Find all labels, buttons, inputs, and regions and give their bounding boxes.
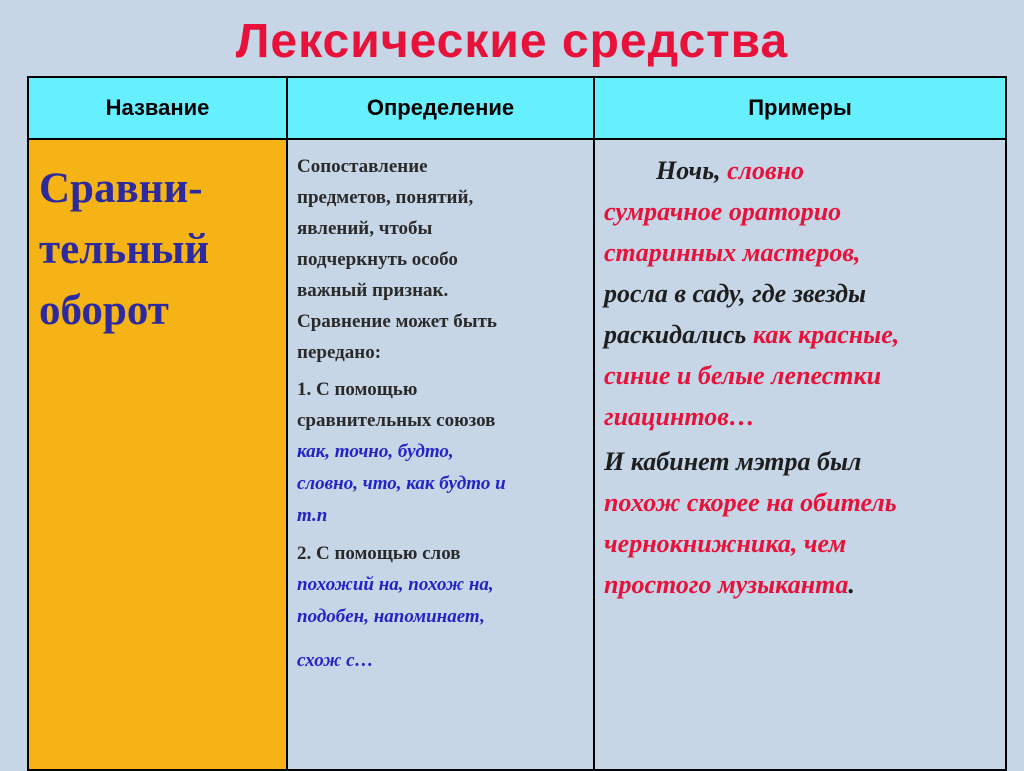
page-title: Лексические средства [235, 15, 789, 68]
header-examples: Примеры [594, 77, 1006, 139]
table-row [28, 139, 1006, 770]
example-p2-run-2: . [848, 570, 855, 599]
comparative-unions: как, точно, будто, словно, что, как будто и т.п [297, 441, 506, 526]
definition-way-1: 1. С помощью сравнительных союзов [297, 379, 496, 431]
examples-cell [594, 139, 1006, 770]
definition-intro: Сопоставление предметов, понятий, явлений, чтобы подчеркнуть особо важный признак. Сравнение может быть передано: [297, 156, 497, 363]
lexical-devices-table [27, 76, 1007, 771]
name-cell [28, 139, 287, 770]
example-p1-run-4: росла в саду, где звезды раскидались [604, 279, 867, 349]
example-p1-run-5: как красные, синие и белые лепестки гиацинтов… [604, 320, 900, 431]
comparative-words-last: схож с… [297, 650, 374, 671]
example-p1-run-3: сумрачное ораторио старинных мастеров, [604, 197, 861, 267]
example-paragraph-2 [604, 441, 997, 605]
definition-cell [287, 139, 594, 770]
header-name: Название [28, 77, 287, 139]
example-p1-run-2: словно [727, 156, 805, 185]
example-p2-run-1: похож скорее на обитель чернокнижника, чем простого музыканта [604, 488, 897, 599]
definition-way-2: 2. С помощью слов [297, 543, 461, 564]
device-name: Сравни- тельный оборот [39, 165, 210, 334]
table-header-row [28, 77, 1006, 139]
example-paragraph-1 [604, 150, 997, 437]
example-p2-run-0: И кабинет мэтра был [604, 447, 862, 476]
comparative-words: похожий на, похож на, подобен, напоминает, [297, 574, 494, 627]
example-p1-run-0: Ночь [604, 156, 715, 185]
example-p1-run-1: , [714, 156, 728, 185]
header-definition: Определение [287, 77, 594, 139]
